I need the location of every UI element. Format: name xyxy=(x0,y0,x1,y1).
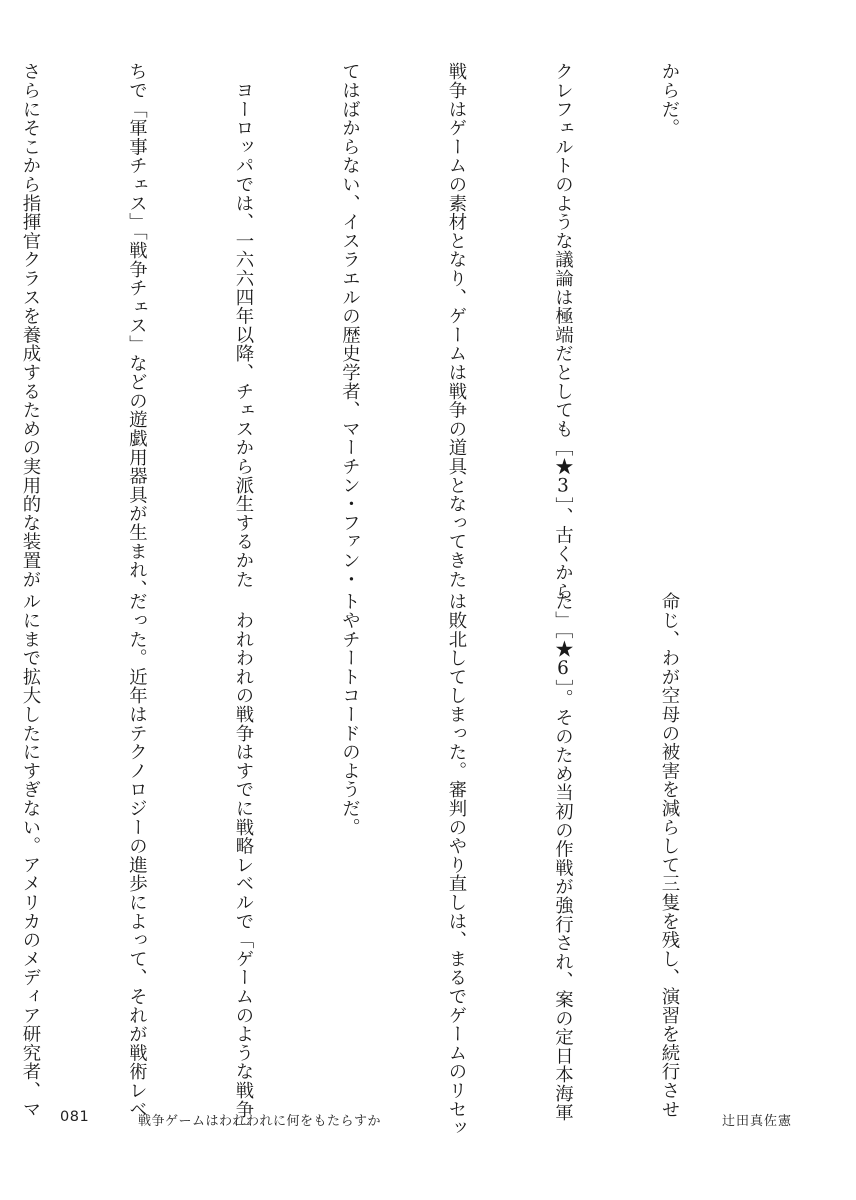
text-line: われわれの戦争はすでに戦略レベルで「ゲームのような戦争」 xyxy=(233,592,254,1138)
text-line: からだ。 xyxy=(659,62,680,138)
text-line: 命じ、わが空母の被害を減らして三隻を残し、演習を続行させ xyxy=(659,592,680,1119)
text-line: ちで「軍事チェス」「戦争チェス」などの遊戯用器具が生まれ、 xyxy=(126,62,148,598)
text-line: ヨーロッパでは、一六六四年以降、チェスから派生するかた xyxy=(233,62,254,589)
text-line: は敗北してしまった。審判のやり直しは、まるでゲームのリセッ xyxy=(446,592,467,1138)
page-number: 081 xyxy=(60,1109,90,1125)
text-line: ルにまで拡大したにすぎない。アメリカのメディア研究者、マ xyxy=(20,592,41,1119)
text-line: だった。近年はテクノロジーの進歩によって、それが戦術レベ xyxy=(126,592,148,1119)
text-line: てはばからない、イスラエルの歴史学者、マーチン・ファン・ xyxy=(339,62,361,589)
page-footer xyxy=(0,1109,856,1133)
author-name: 辻田真佐憲 xyxy=(721,1114,792,1129)
text-line: た」［★6］。そのため当初の作戦が強行され、案の定日本海軍 xyxy=(552,592,574,1122)
text-line: クレフェルトのような議論は極端だとしても［★3］、古くから xyxy=(552,62,574,601)
text-line: 戦争はゲームの素材となり、ゲームは戦争の道具となってきた xyxy=(446,62,467,589)
text-line: さらにそこから指揮官クラスを養成するための実用的な装置が xyxy=(20,62,41,589)
chapter-title: 戦争ゲームはわれわれに何をもたらすか xyxy=(138,1114,382,1129)
upper-text-block xyxy=(0,62,758,601)
text-line: トやチートコードのようだ。 xyxy=(339,592,361,837)
